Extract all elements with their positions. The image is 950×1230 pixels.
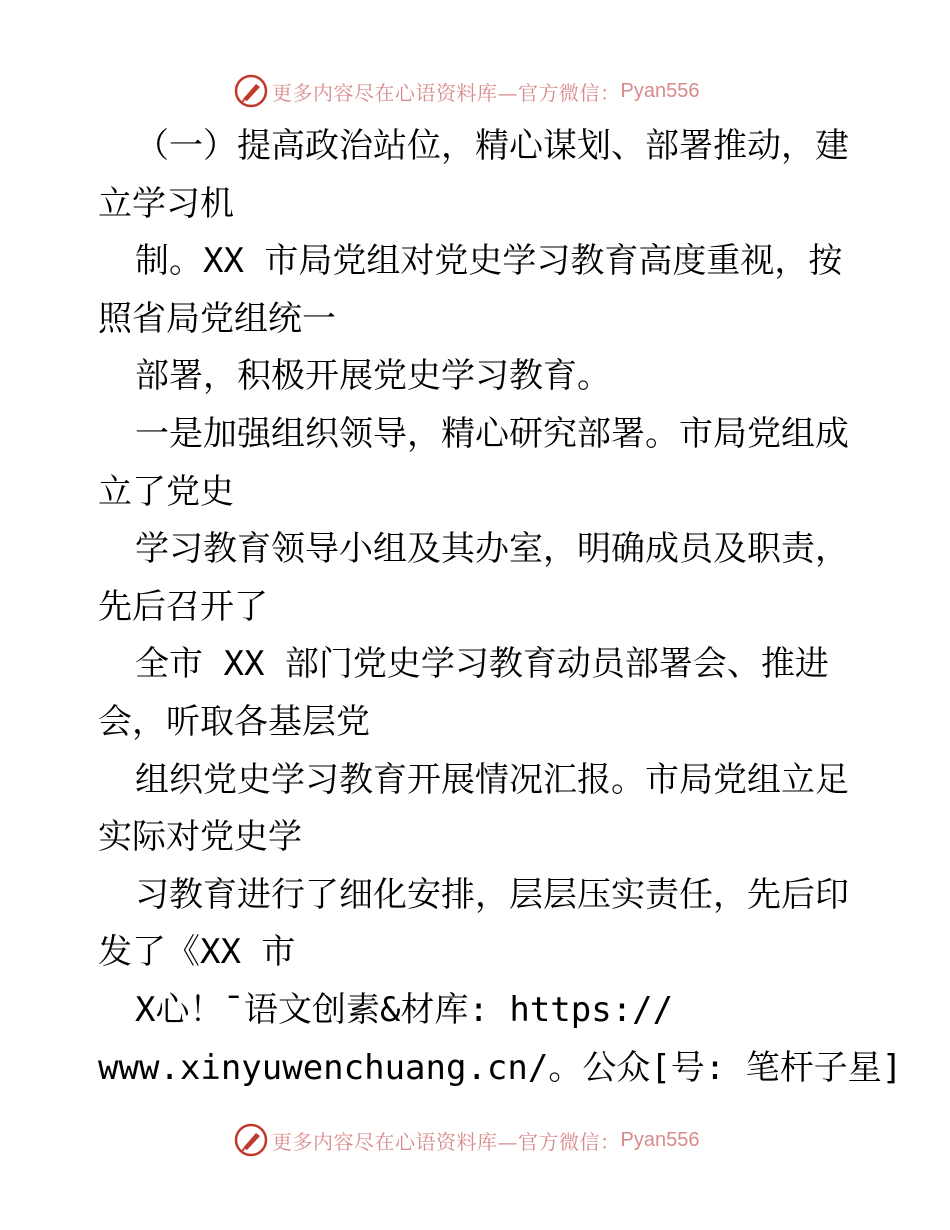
pen-logo-icon [234,74,268,108]
text-line: 发了《XX 市 [98,932,296,973]
text-line: www.xinyuwenchuang.cn/。公众[号: 笔杆子星] [98,1047,903,1088]
text-line: 照省局党组统一 [98,298,336,339]
text-line: 一是加强组织领导，精心研究部署。市局党组成 [135,413,849,454]
watermark-wechat-id: Pyan556 [620,1128,700,1151]
text-line: X心！¯语文创素&材库: https:// [135,989,674,1030]
text-line: 学习教育领导小组及其办室，明确成员及职责， [135,529,849,570]
text-line: 先后召开了 [98,586,268,627]
text-line: 全市 XX 部门党史学习教育动员部署会、推进 [135,644,829,685]
text-line: 实际对党史学 [98,817,302,858]
document-body [98,118,903,1097]
watermark-text: 更多内容尽在心语资料库—官方微信： [272,80,621,105]
text-line: 制。XX 市局党组对党史学习教育高度重视，按 [135,241,843,282]
text-line: 立了党史 [98,471,234,512]
watermark-wechat-id: Pyan556 [620,79,700,102]
pen-logo-icon [234,1123,268,1157]
text-line: 立学习机 [98,183,234,224]
text-line: 会，听取各基层党 [98,701,370,742]
text-line: 部署，积极开展党史学习教育。 [135,356,611,397]
text-line: （一）提高政治站位，精心谋划、部署推动，建 [135,126,849,166]
text-line: 组织党史学习教育开展情况汇报。市局党组立足 [135,759,849,800]
text-line: 习教育进行了细化安排，层层压实责任，先后印 [135,874,849,915]
header-watermark [234,73,699,109]
footer-watermark [234,1122,699,1158]
watermark-text: 更多内容尽在心语资料库—官方微信： [272,1129,621,1154]
